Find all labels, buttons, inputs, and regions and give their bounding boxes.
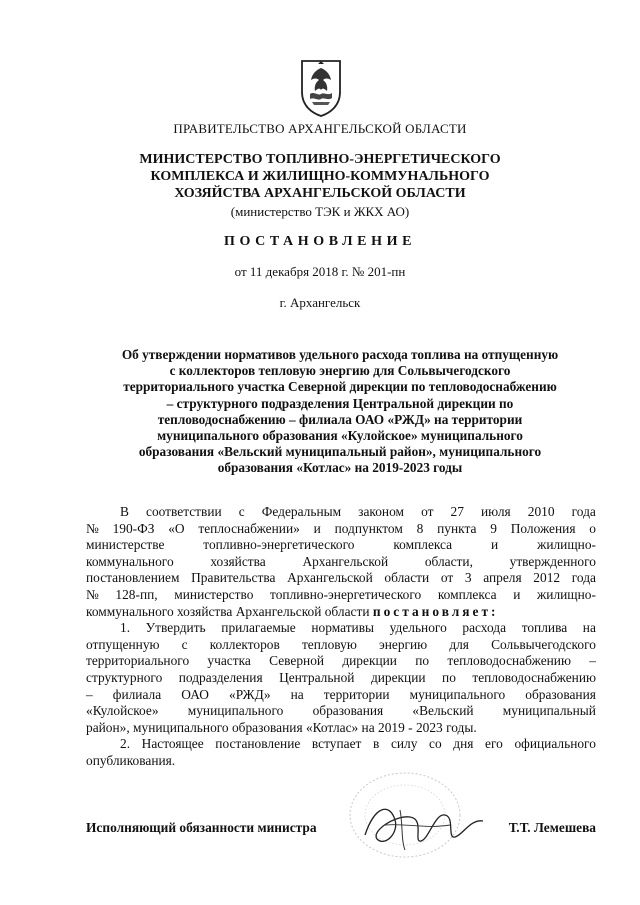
document-type: ПОСТАНОВЛЕНИЕ bbox=[223, 234, 417, 249]
title-line: муниципального образования «Кулойское» муниципального bbox=[157, 428, 523, 444]
city: г. Архангельск bbox=[279, 295, 361, 310]
item2-line: опубликования. bbox=[86, 752, 176, 768]
ministry-short-name: (министерство ТЭК и ЖКХ АО) bbox=[230, 204, 410, 219]
title-line: образования «Котлас» на 2019-2023 годы bbox=[217, 460, 463, 476]
ministry-name-line: КОМПЛЕКСА И ЖИЛИЩНО-КОММУНАЛЬНОГО bbox=[150, 169, 490, 184]
item1-line: 1. Утвердить прилагаемые нормативы удельного расхода топлива на bbox=[120, 620, 596, 636]
item1-line: отпущенную с коллекторов тепловую энергию для Сольвычегодского bbox=[86, 636, 596, 652]
ministry-name-line: МИНИСТЕРСТВО ТОПЛИВНО-ЭНЕРГЕТИЧЕСКОГО bbox=[139, 152, 501, 167]
item1-line: территориального участка Северной дирекции по тепловодоснабжению – bbox=[86, 653, 596, 669]
preamble-line: № 190-ФЗ «О теплоснабжении» и подпунктом 8 пункта 9 Положения о bbox=[86, 520, 596, 536]
handwritten-signature bbox=[355, 795, 495, 855]
preamble-line: постановлением Правительства Архангельской области от 3 апреля 2012 года bbox=[86, 570, 596, 586]
signatory-title: Исполняющий обязанности министра bbox=[86, 820, 317, 835]
document-title bbox=[80, 347, 600, 477]
title-line: образования «Вельский муниципальный район», муниципального bbox=[138, 444, 542, 460]
ministry-name bbox=[0, 151, 640, 202]
item2-line: 2. Настоящее постановление вступает в силу со дня его официального bbox=[120, 736, 596, 752]
date-and-number: от 11 декабря 2018 г. № 201-пн bbox=[234, 264, 406, 279]
item1-line: структурного подразделения Центральной дирекции по тепловодоснабжению bbox=[86, 669, 596, 685]
item1-line: район», муниципального образования «Котлас» на 2019 - 2023 годы. bbox=[86, 719, 477, 735]
item1-line: – филиала ОАО «РЖД» на территории муниципального образования bbox=[86, 686, 596, 702]
preamble-line: коммунального хозяйства Архангельской области bbox=[86, 603, 370, 619]
government-name: ПРАВИТЕЛЬСТВО АРХАНГЕЛЬСКОЙ ОБЛАСТИ bbox=[173, 121, 467, 136]
title-line: – структурного подразделения Центральной дирекции по bbox=[166, 395, 514, 411]
title-line: тепловодоснабжению – филиала ОАО «РЖД» на территории bbox=[157, 411, 523, 427]
preamble-line: № 128-пп, министерство топливно-энергетического комплекса и жилищно- bbox=[86, 586, 596, 602]
ministry-name-line: ХОЗЯЙСТВА АРХАНГЕЛЬСКОЙ ОБЛАСТИ bbox=[174, 186, 466, 201]
preamble-line: коммунального хозяйства Архангельской области, утвержденного bbox=[86, 553, 596, 569]
resolves-word: постановляет: bbox=[372, 603, 499, 619]
title-line: территориального участка Северной дирекции по тепловодоснабжению bbox=[123, 379, 557, 395]
document-body bbox=[86, 504, 596, 770]
preamble-line: министерстве топливно-энергетического комплекса и жилищно- bbox=[86, 537, 596, 553]
preamble-last-line bbox=[86, 604, 596, 621]
title-line: Об утверждении нормативов удельного расхода топлива на отпущенную bbox=[121, 347, 559, 362]
item1-line: «Кулойское» муниципального образования «Вельский муниципальный bbox=[86, 703, 596, 719]
coat-of-arms-emblem bbox=[298, 58, 344, 118]
title-line: с коллекторов тепловую энергию для Сольвычегодского bbox=[169, 363, 511, 379]
preamble-line: В соответствии с Федеральным законом от 27 июля 2010 года bbox=[120, 504, 596, 519]
signatory-name: Т.Т. Лемешева bbox=[508, 820, 596, 835]
